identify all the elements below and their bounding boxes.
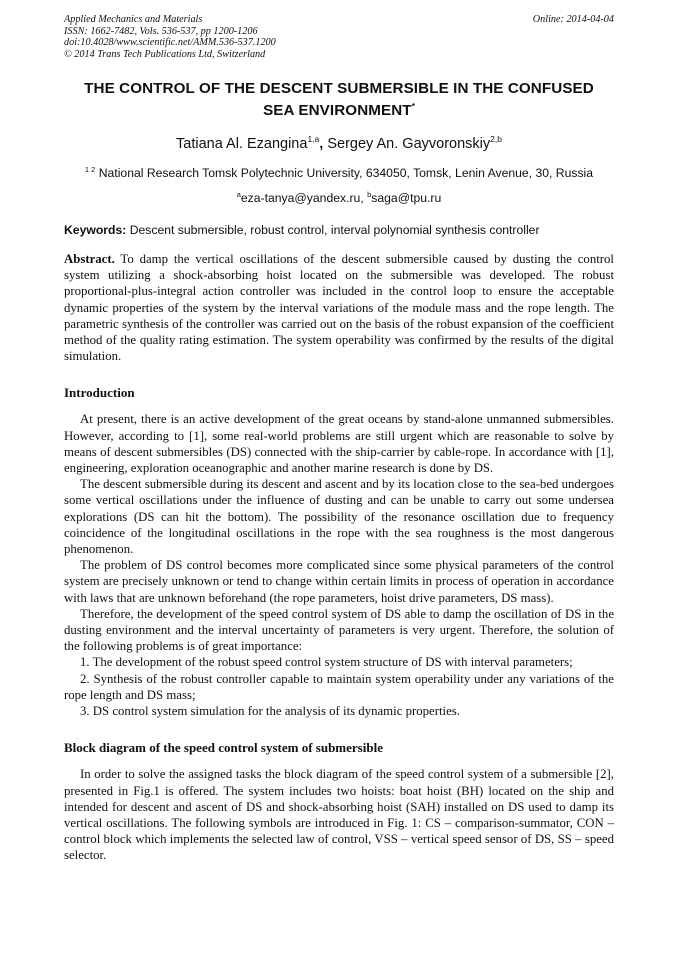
email-b-sup: b (367, 189, 372, 199)
intro-paragraph-1: At present, there is an active development of the great oceans by stand-alone unmanned submersibles. However, according to [1], some real-world problems are still urgent which are reasonable to solve by means of descent submersibles (DS) connected with the ship-carrier by cable-rope. In accordance with [1], engineering, exploration oceanographic and another marine research is done by DS. (64, 412, 614, 476)
online-date: Online: 2014-04-04 (532, 14, 614, 25)
paper-title (64, 80, 614, 120)
abstract-label: Abstract. (64, 252, 115, 267)
author-2-sup: 2,b (490, 134, 502, 145)
affiliation-text: National Research Tomsk Polytechnic University, 634050, Tomsk, Lenin Avenue, 30, Russia (95, 165, 594, 180)
doi-line: doi:10.4028/www.scientific.net/AMM.536-537.1200 (64, 37, 276, 48)
publication-info (64, 14, 276, 60)
author-emails (64, 187, 614, 206)
title-footnote-mark: * (411, 102, 415, 111)
block-diagram-paragraph: In order to solve the assigned tasks the block diagram of the speed control system of a submersible [2], presented in Fig.1 is offered. The system includes two hoists: boat hoist (BH) located on the ship and intended for descent and ascent of DS and shock-absorbing hoist (SAH) installed on DS used to damp its vertical oscillations. The following symbols are introduced in Fig. 1: CS – comparison-summator, CON – control block which implements the selected law of control, VSS – vertical speed sensor of DS, SS – speed selector. (64, 767, 614, 863)
title-line-1: THE CONTROL OF THE DESCENT SUBMERSIBLE IN THE CONFUSED (84, 80, 594, 97)
author-list (64, 131, 614, 153)
author-1: Tatiana Al. Ezangina (176, 135, 308, 152)
copyright-line: © 2014 Trans Tech Publications Ltd, Switzerland (64, 48, 266, 60)
paper-page (64, 14, 614, 864)
journal-name: Applied Mechanics and Materials (64, 14, 203, 25)
keywords-text: Descent submersible, robust control, interval polynomial synthesis controller (126, 223, 540, 238)
affiliation-sup: 1 2 (84, 164, 96, 174)
intro-list-item-2: 2. Synthesis of the robust controller capable to maintain system operability under any variations of the rope length and DS mass; (64, 671, 614, 702)
affiliation (64, 162, 614, 181)
intro-paragraph-3: The problem of DS control becomes more complicated since some physical parameters of the control system are precisely unknown or tend to change within certain limits in process of operation in accordance with laws that are unknown beforehand (the rope parameters, hoist drive parameters, DS mass). (64, 558, 614, 605)
author-1-sup: 1,a (307, 134, 320, 145)
email-b[interactable]: saga@tpu.ru (371, 191, 442, 206)
section-heading-introduction: Introduction (64, 385, 135, 401)
author-2: Sergey An. Gayvoronskiy (327, 135, 491, 152)
email-a-sup: a (236, 189, 241, 199)
intro-paragraph-2: The descent submersible during its descent and ascent and by its location close to the sea-bed undergoes some vertical oscillations under the influence of dusting and can be unable to carry out some undersea explorations (DS can hit the bottom). The possibility of the resonance oscillation due to frequency coincidence of the longitudinal oscillations in the rope with the sea roughness is the most dangerous phenomenon. (64, 477, 614, 557)
intro-list-item-3: 3. DS control system simulation for the analysis of its dynamic properties. (80, 704, 460, 719)
abstract-text: To damp the vertical oscillations of the descent submersible caused by dusting the control system utilizing a shock-absorbing hoist located on the submersible was developed. The robust proportional-plus-integral action controller was included in the control loop to ensure the acceptable dynamic properties of the system by the interval variations of the module mass and the rope length. The parametric synthesis of the controller was carried out on the basis of the robust expansion of the coefficient method of the quality rating estimation. The system operability was confirmed by the results of the digital simulation. (64, 252, 614, 364)
intro-list-item-1: 1. The development of the robust speed control system structure of DS with interval parameters; (80, 655, 573, 670)
keywords (64, 223, 614, 238)
title-line-2-text: SEA ENVIRONMENT (263, 102, 412, 120)
email-a[interactable]: eza-tanya@yandex.ru, (240, 191, 368, 206)
abstract (64, 251, 614, 364)
intro-paragraph-4: Therefore, the development of the speed control system of DS able to damp the oscillation of DS in the dusting environment and the interval uncertainty of parameters is very urgent. Therefore, the solution of the following problems is of great importance: (64, 606, 614, 654)
author-separator: , (319, 135, 328, 152)
keywords-label: Keywords: (64, 223, 127, 238)
title-line-2 (64, 98, 614, 120)
running-header (64, 14, 614, 60)
issn-line: ISSN: 1662-7482, Vols. 536-537, pp 1200-1206 (64, 25, 258, 37)
section-heading-block-diagram: Block diagram of the speed control system of submersible (64, 740, 383, 756)
